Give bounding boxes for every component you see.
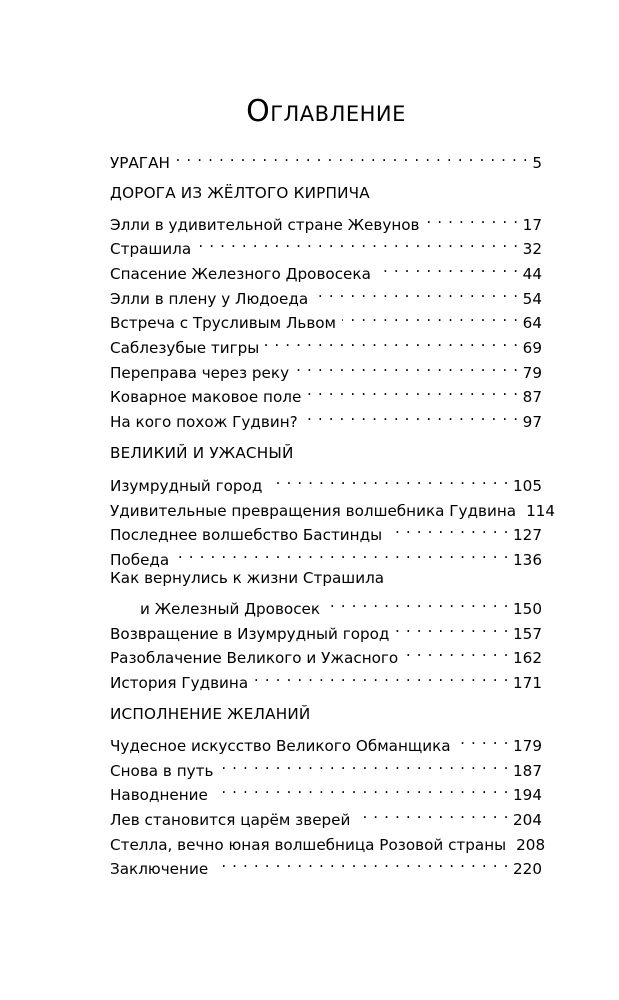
toc-entry-label: Снова в путь: [110, 762, 214, 780]
toc-entry[interactable]: [110, 304, 542, 332]
dot-leader: [175, 541, 509, 565]
toc-entry-label: Удивительные превращения волшебника Гудвина: [110, 502, 517, 520]
dot-leader: [356, 801, 509, 825]
toc-entry-page: 17: [522, 216, 542, 234]
toc-entry-page: 220: [513, 860, 542, 878]
toc-entry-label: Коварное маковое поле: [110, 388, 302, 406]
dot-leader: [404, 639, 509, 663]
dot-leader: [426, 206, 519, 230]
toc-entry-label: Наводнение: [110, 786, 208, 804]
toc-entry[interactable]: [110, 801, 542, 829]
toc-entry-page: 114: [526, 502, 556, 520]
dot-leader: [388, 516, 509, 540]
toc-entry-label: Изумрудный город: [110, 477, 263, 495]
dot-leader: [457, 727, 509, 751]
toc-entry[interactable]: [110, 329, 542, 357]
toc-entry-page: 54: [522, 290, 542, 308]
toc-entry[interactable]: [110, 639, 542, 667]
toc-entry-label: Саблезубые тигры: [110, 339, 260, 357]
dot-leader: [197, 230, 518, 254]
toc-entry[interactable]: [110, 826, 546, 854]
toc-entry[interactable]: [110, 492, 556, 520]
toc-entry-page: 64: [522, 314, 542, 332]
toc-entry-label: Чудесное искусство Великого Обманщика: [110, 737, 451, 755]
toc-entry-label: Страшила: [110, 240, 192, 258]
dot-leader: [219, 752, 509, 776]
toc-entry-page: 127: [513, 526, 542, 544]
toc-entry-page: 97: [522, 413, 542, 431]
toc-entry[interactable]: [140, 590, 542, 618]
toc-entry-label: Спасение Железного Дровосека: [110, 265, 371, 283]
toc-entry[interactable]: [110, 727, 542, 755]
dot-leader: [214, 850, 509, 874]
toc-entry[interactable]: [110, 615, 542, 643]
toc-entry-page: 162: [513, 649, 542, 667]
toc-entry-page: 194: [513, 786, 542, 804]
toc-entry-label: Разоблачение Великого и Ужасного: [110, 649, 399, 667]
toc-entry[interactable]: [110, 255, 542, 283]
dot-leader: [254, 664, 509, 688]
toc-entry-label: УРАГАН: [110, 154, 170, 172]
part-heading: ДОРОГА ИЗ ЖЁЛТОГО КИРПИЧА: [110, 184, 370, 202]
toc-entry[interactable]: [110, 850, 542, 878]
toc-entry-page: 187: [513, 762, 542, 780]
dot-leader: [377, 255, 519, 279]
dot-leader: [176, 144, 528, 168]
dot-leader: [307, 378, 518, 402]
toc-entry[interactable]: [110, 541, 542, 569]
dot-leader: [265, 329, 518, 353]
toc-entry[interactable]: [110, 752, 542, 780]
dot-leader: [214, 776, 509, 800]
toc-entry-page: 69: [522, 339, 542, 357]
toc-entry-page: 32: [522, 240, 542, 258]
toc-entry-uragan[interactable]: [110, 144, 542, 172]
toc-entry-page: 105: [513, 477, 542, 495]
toc-entry-page: 150: [513, 600, 542, 618]
toc-entry-label: Переправа через реку: [110, 364, 290, 382]
toc-entry[interactable]: [110, 467, 542, 495]
toc-entry[interactable]: [110, 354, 542, 382]
dot-leader: [395, 615, 509, 639]
toc-entry-label: Элли в плену у Людоеда: [110, 290, 309, 308]
toc-entry-page: 79: [522, 364, 542, 382]
toc-entry-label: Победа: [110, 551, 170, 569]
toc-entry-label-line1[interactable]: Как вернулись к жизни Страшила: [110, 569, 385, 587]
toc-entry-page: 208: [516, 836, 546, 854]
toc-entry[interactable]: [110, 206, 542, 234]
toc-entry[interactable]: [110, 664, 542, 692]
toc-entry-page: 157: [513, 625, 542, 643]
toc-entry-page: 44: [522, 265, 542, 283]
toc-entry-label: Встреча с Трусливым Львом: [110, 314, 337, 332]
page-title: Оглавление: [246, 94, 406, 129]
toc-entry-label: Элли в удивительной стране Жевунов: [110, 216, 420, 234]
toc-entry[interactable]: [110, 230, 542, 258]
dot-leader: [314, 280, 518, 304]
part-heading: ИСПОЛНЕНИЕ ЖЕЛАНИЙ: [110, 705, 311, 723]
toc-entry[interactable]: [110, 516, 542, 544]
toc-entry[interactable]: [110, 280, 542, 308]
toc-entry-label: Заключение: [110, 860, 209, 878]
toc-entry-label: Лев становится царём зверей: [110, 811, 351, 829]
toc-entry-label: Возвращение в Изумрудный город: [110, 625, 390, 643]
toc-entry-page: 171: [513, 674, 542, 692]
toc-entry-label: Стелла, вечно юная волшебница Розовой страны: [110, 836, 507, 854]
toc-entry-page: 136: [513, 551, 542, 569]
dot-leader: [268, 467, 509, 491]
dot-leader: [326, 590, 509, 614]
toc-entry[interactable]: [110, 378, 542, 406]
toc-entry-label: На кого похож Гудвин?: [110, 413, 298, 431]
toc-entry-label: История Гудвина: [110, 674, 249, 692]
dot-leader: [295, 354, 519, 378]
part-heading: ВЕЛИКИЙ И УЖАСНЫЙ: [110, 444, 294, 462]
toc-entry-page: 204: [513, 811, 542, 829]
dot-leader: [342, 304, 519, 328]
toc-entry-page: 179: [513, 737, 542, 755]
toc-entry-label: Последнее волшебство Бастинды: [110, 526, 383, 544]
toc-entry[interactable]: [110, 776, 542, 804]
toc-entry-page: 5: [532, 154, 542, 172]
toc-entry-label: и Железный Дровосек: [140, 600, 321, 618]
toc-entry[interactable]: [110, 403, 542, 431]
toc-entry-page: 87: [522, 388, 542, 406]
dot-leader: [304, 403, 519, 427]
